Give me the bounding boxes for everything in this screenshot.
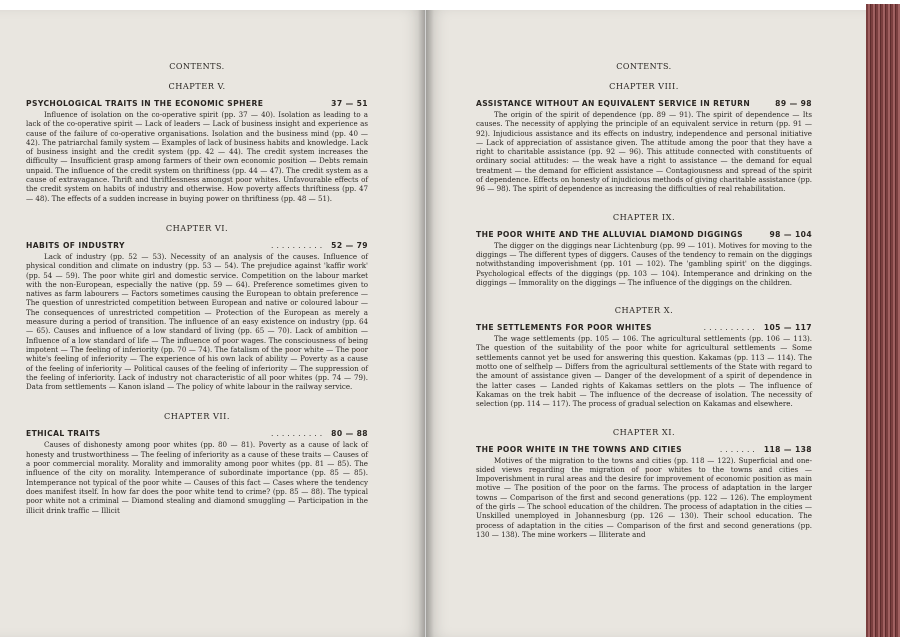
section-summary: The origin of the spirit of dependence (pp. 89 — 91). The spirit of dependence — Its causes. The necessity of applying the principle of an equivalent service in return (pp. 91 — 92). Injudicious assistance and its effects on industry, independence and personal initiative — Lack of appreciation of assistance given. The attitude among the poor that they have a right to charitable assistance (pp. 92 — 96). This attitude connected with constituents of ordinary social attitudes: — the weak have a right to assistance — the demand for equal treatment — the demand for efficient assistance — Contagiousness and spread of the spirit of dependence. Effects on honesty of injudicious methods of giving charitable assistance (pp. 96 — 98). The spirit of dependence as increasing the difficulties of real rehabilitation. <box>476 110 812 194</box>
contents-header-right: CONTENTS. <box>616 62 672 71</box>
section-title-row <box>476 323 812 333</box>
section-pages: 80 — 88 <box>331 429 368 439</box>
right-page-text <box>476 62 812 539</box>
section-title: ETHICAL TRAITS <box>26 429 101 439</box>
section-pages: 98 — 104 <box>769 229 812 239</box>
chapter-heading: CHAPTER V. <box>168 81 226 91</box>
leader-dots: .......... <box>703 323 758 333</box>
right-page <box>426 10 866 637</box>
section-title-row <box>26 241 368 251</box>
chapter-heading: CHAPTER IX. <box>612 211 676 222</box>
left-page-text <box>26 62 368 515</box>
chapter-heading: CHAPTER XI. <box>612 426 676 437</box>
section-pages: 52 — 79 <box>331 240 368 250</box>
chapter-heading: CHAPTER X. <box>614 305 674 316</box>
leader-dots: .......... <box>271 240 326 250</box>
section-title-row <box>26 99 368 109</box>
section-summary: Causes of dishonesty among poor whites (pp. 80 — 81). Poverty as a cause of lack of honesty and trustworthiness — The feeling of inferiority as a cause of these traits — Causes of a poor commercial morality. Morality and immorality among poor whites (pp. 81 — 85). The influence of the city on morality. Intemperance of subordinate importance (pp. 85 — 85). Intemperance not typical of the poor white — Causes of this fact — Cases where the tendency does manifest itself. In how far does the poor white tend to crime? (pp. 85 — 88). The typical poor white not a criminal — Diamond stealing and diamond smuggling — Participation in the illicit drink traffic — Illicit <box>26 440 368 515</box>
section-pages: 118 — 138 <box>763 444 812 454</box>
section-title: THE POOR WHITE IN THE TOWNS AND CITIES <box>476 444 683 454</box>
chapter-heading: CHAPTER VI. <box>165 222 229 233</box>
section-title: THE POOR WHITE AND THE ALLUVIAL DIAMOND DIGGINGS <box>476 229 743 239</box>
left-page <box>0 10 425 637</box>
section-title-row <box>476 230 812 240</box>
section-summary: Lack of industry (pp. 52 — 53). Necessity of an analysis of the causes. Influence of physical condition and climate on industry (pp. 53 — 54). The prejudice against 'kaffir work' (pp. 54 — 59). The poor white girl and domestic service. Competition on the labour market with the non-European, especially the native (pp. 59 — 64). Preference sometimes given to natives as farm labourers — Factors sometimes causing the European to obtain preference — The question of unrestricted competition between European and native or coloured labour — The consequences of unrestricted competition — Protection of the European as merely a measure during a period of transition. The influence of an easy existence on industry (pp. 64 — 65). Causes and influence of a low standard of living (pp. 65 — 70). Lack of ambition — Influence of a low standard of life — The influence of poor wages. The consciousness of being impotent — The feeling of inferiority (pp. 70 — 74). The fatalism of the poor white — The poor white's feeling of inferiority — The experience of his own lack of ability — Poverty as a cause of the feeling of inferiority — Political causes of the feeling of inferiority — The suppression of the feeling of inferiority. Lack of industry not characteristic of all poor whites (pp. 74 — 79). Data from settlements — Kanon island — The policy of white labour in the railway service. <box>26 251 368 392</box>
section-title-row <box>26 429 368 439</box>
contents-header-left: CONTENTS. <box>169 62 225 71</box>
section-summary: Motives of the migration to the towns and cities (pp. 118 — 122). Superficial and one-sided views regarding the migration of poor whites to the towns and cities — Impoverishment in rural areas and the desire for improvement of economic position as main motive — The position of the poor on the farms. The process of adaptation in the larger towns — Comparison of the first and second generations (pp. 122 — 126). The employment of the girls — The school education of the children. The process of adaptation in the cities — Unskilled unemployed in Johannesburg (pp. 126 — 130). Their school education. The process of adaptation in the cities — Comparison of the first and second generations (pp. 130 — 138). The mine workers — Illiterate and <box>476 455 812 539</box>
section-title: THE SETTLEMENTS FOR POOR WHITES <box>476 323 652 333</box>
book-gutter <box>418 10 434 637</box>
section-title-row <box>476 99 812 109</box>
section-pages: 105 — 117 <box>763 323 812 333</box>
section-pages: 37 — 51 <box>331 99 368 108</box>
chapter-heading: CHAPTER VII. <box>163 411 230 422</box>
section-pages: 89 — 98 <box>775 99 812 108</box>
section-title: ASSISTANCE WITHOUT AN EQUIVALENT SERVICE IN RETURN <box>476 99 751 108</box>
section-summary: Influence of isolation on the co-operative spirit (pp. 37 — 40). Isolation as leading to a lack of the co-operative spirit — Lack of leaders — Lack of business insight and experience as cause of the failure of co-operative organisations. Isolation and the business mind (pp. 40 — 42). The patriarchal family system — Examples of lack of business habits and knowledge. Lack of business insight and the credit system (pp. 42 — 44). The credit system increases the difficulty — Insufficient grasp among farmers of their own economic position — Debts remain unpaid. The influence of the credit system on thriftiness (pp. 44 — 47). The credit system as a cause of extravagance. Thrift and thriftlessness amongst poor whites. Unfavourable effects of the credit system on habits of industry and otherwise. How poverty affects thriftiness (pp. 47 — 48). The effects of a sudden increase in buying power on thriftiness (pp. 48 — 51). <box>26 110 368 203</box>
section-title-row <box>476 445 812 455</box>
section-summary: The digger on the diggings near Lichtenburg (pp. 99 — 101). Motives for moving to the diggings — The different types of diggers. Causes of the tendency to remain on the diggings notwithstanding impoverishment (pp. 101 — 102). The 'gambling spirit' on the diggings. Psychological effects of the diggings (pp. 103 — 104). Intemperance and drinking on the diggings — Immorality on the diggings — The influence of the diggings on the children. <box>476 240 812 287</box>
section-title: PSYCHOLOGICAL TRAITS IN THE ECONOMIC SPHERE <box>26 99 264 108</box>
section-summary: The wage settlements (pp. 105 — 106. The agricultural settlements (pp. 106 — 113). The question of the suitability of the poor white for agricultural settlements — Some settlements cannot yet be used for answering this question. Kakamas (pp. 113 — 114). The motto one of selfhelp — Differs from the agricultural settlements of the State with regard to the amount of assistance given — Danger of the development of a spirit of dependence in the latter cases — Landed rights of Kakamas settlers on the plots — The influence of Kakamas on the trek habit — The influence of the decrease of isolation. The necessity of selection (pp. 114 — 117). The process of gradual selection on Kakamas and elsewhere. <box>476 334 812 409</box>
chapter-heading: CHAPTER VIII. <box>609 81 679 91</box>
section-title: HABITS OF INDUSTRY <box>26 240 125 250</box>
leader-dots: .......... <box>271 429 326 439</box>
page-edges <box>866 4 900 637</box>
leader-dots: ....... <box>719 444 758 454</box>
